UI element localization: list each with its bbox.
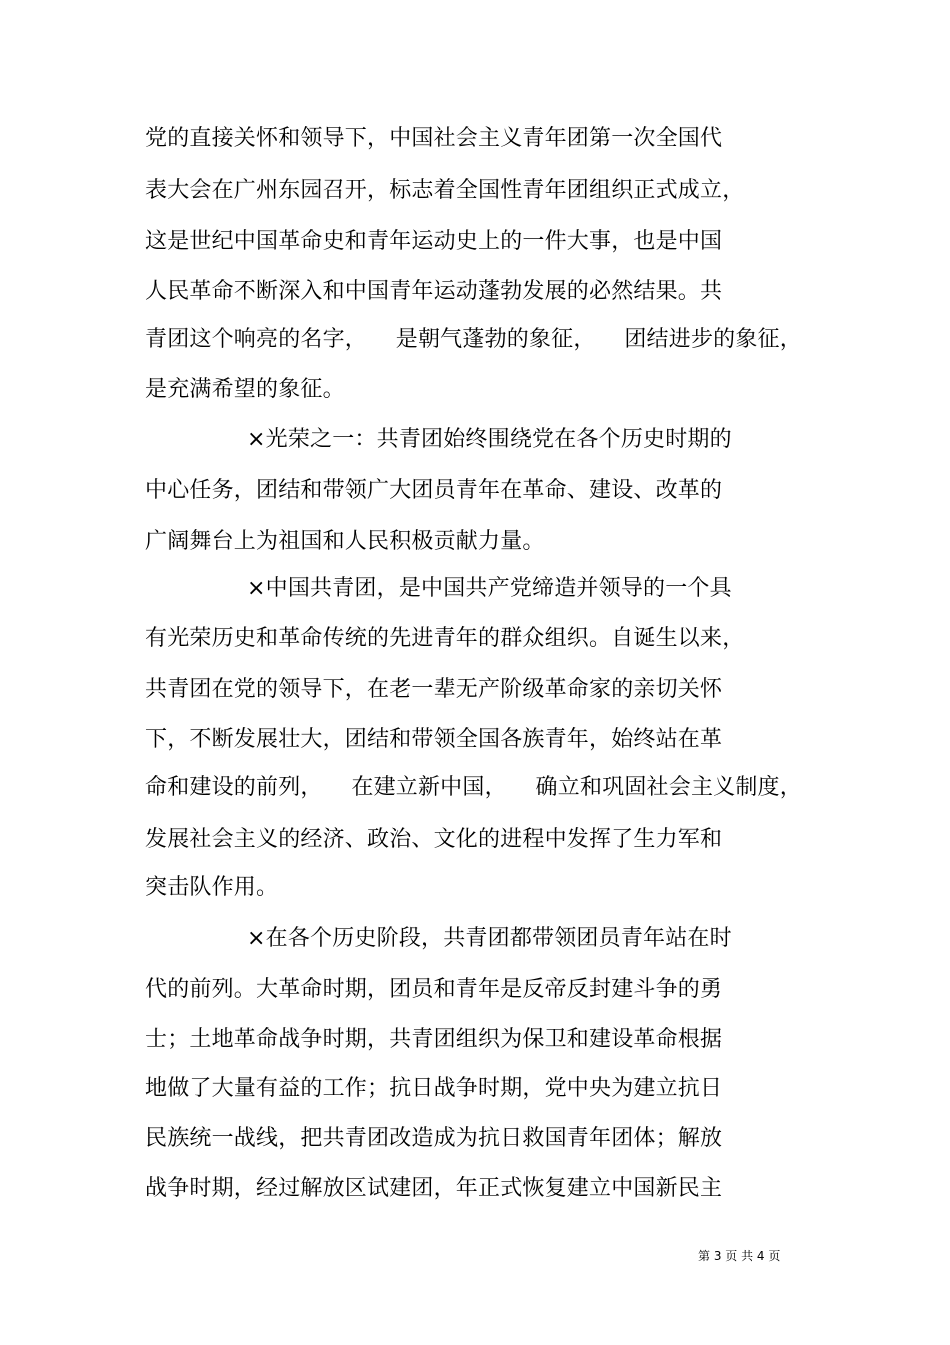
page-number: 第 3 页 共 4 页 bbox=[698, 1249, 781, 1263]
text-line: 是充满希望的象征。 bbox=[145, 377, 345, 402]
text-line: 民族统一战线，把共青团改造成为抗日救国青年团体；解放 bbox=[145, 1126, 723, 1151]
text-line: 党的直接关怀和领导下，中国社会主义青年团第一次全国代 bbox=[145, 126, 723, 151]
paragraph-first-line: ×光荣之一：共青团始终围绕党在各个历史时期的 bbox=[247, 427, 732, 452]
paragraph-first-line: ×在各个历史阶段，共青团都带领团员青年站在时 bbox=[247, 926, 732, 951]
text-line: 战争时期，经过解放区试建团，年正式恢复建立中国新民主 bbox=[145, 1176, 723, 1201]
text-line: 青团这个响亮的名字， 是朝气蓬勃的象征， 团结进步的象征， bbox=[145, 327, 802, 352]
text-line: 共青团在党的领导下，在老一辈无产阶级革命家的亲切关怀 bbox=[145, 677, 723, 702]
paragraph-first-line: ×中国共青团，是中国共产党缔造并领导的一个具 bbox=[247, 576, 732, 601]
text-line: 突击队作用。 bbox=[145, 875, 279, 900]
text-line: 下，不断发展壮大，团结和带领全国各族青年，始终站在革 bbox=[145, 727, 723, 752]
text-line: 表大会在广州东园召开，标志着全国性青年团组织正式成立， bbox=[145, 178, 745, 203]
text-line: 人民革命不断深入和中国青年运动蓬勃发展的必然结果。共 bbox=[145, 279, 723, 304]
text-line: 广阔舞台上为祖国和人民积极贡献力量。 bbox=[145, 529, 545, 554]
text-line: 地做了大量有益的工作；抗日战争时期，党中央为建立抗日 bbox=[145, 1076, 723, 1101]
text-line: 这是世纪中国革命史和青年运动史上的一件大事，也是中国 bbox=[145, 229, 723, 254]
text-line: 士；土地革命战争时期，共青团组织为保卫和建设革命根据 bbox=[145, 1027, 723, 1052]
text-line: 中心任务，团结和带领广大团员青年在革命、建设、改革的 bbox=[145, 478, 723, 503]
text-line: 代的前列。大革命时期，团员和青年是反帝反封建斗争的勇 bbox=[145, 977, 723, 1002]
text-line: 命和建设的前列， 在建立新中国， 确立和巩固社会主义制度， bbox=[145, 775, 802, 800]
text-line: 有光荣历史和革命传统的先进青年的群众组织。自诞生以来， bbox=[145, 626, 745, 651]
text-line: 发展社会主义的经济、政治、文化的进程中发挥了生力军和 bbox=[145, 827, 723, 852]
